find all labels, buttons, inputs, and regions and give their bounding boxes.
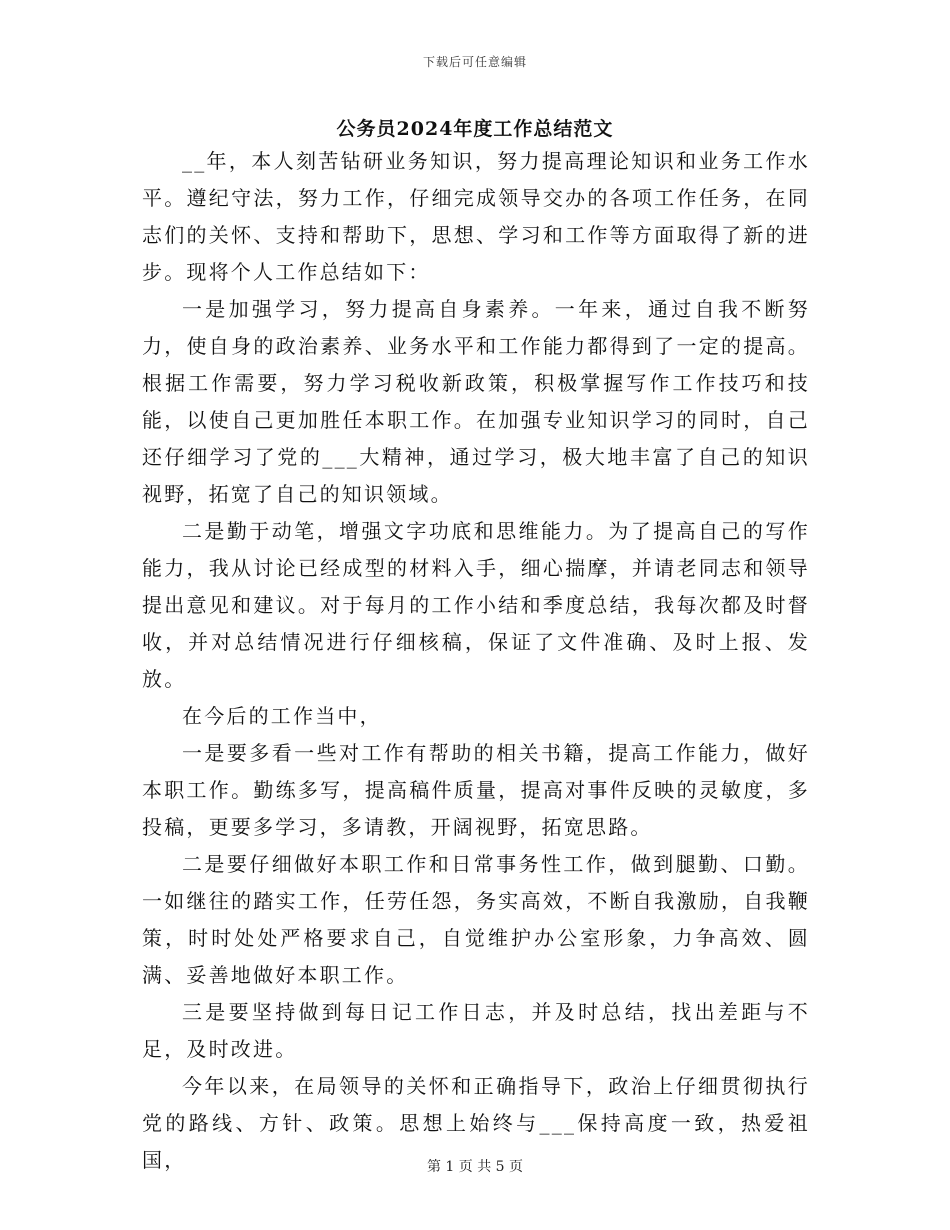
paragraph: 今年以来，在局领导的关怀和正确指导下，政治上仔细贯彻执行党的路线、方针、政策。思想上始终与___保持高度一致，热爱祖国，	[142, 1074, 810, 1172]
document-title: 公务员2024年度工作总结范文	[336, 118, 614, 140]
header-note: 下载后可任意编辑	[422, 55, 527, 69]
paragraph: 二是勤于动笔，增强文字功底和思维能力。为了提高自己的写作能力，我从讨论已经成型的材料入手，细心揣摩，并请老同志和领导提出意见和建议。对于每月的工作小结和季度总结，我每次都及时督收，并对总结情况进行仔细核稿，保证了文件准确、及时上报、发放。	[142, 519, 810, 691]
page-number: 第 1 页 共 5 页	[426, 1159, 524, 1175]
paragraph: __年，本人刻苦钻研业务知识，努力提高理论知识和业务工作水平。遵纪守法，努力工作，仔细完成领导交办的各项工作任务，在同志们的关怀、支持和帮助下，思想、学习和工作等方面取得了新的进步。现将个人工作总结如下：	[142, 149, 810, 284]
paragraph: 一是要多看一些对工作有帮助的相关书籍，提高工作能力，做好本职工作。勤练多写，提高稿件质量，提高对事件反映的灵敏度，多投稿，更要多学习，多请教，开阔视野，拓宽思路。	[142, 741, 810, 839]
document-body	[142, 143, 810, 1179]
paragraph: 一是加强学习，努力提高自身素养。一年来，通过自我不断努力，使自身的政治素养、业务水平和工作能力都得到了一定的提高。根据工作需要，努力学习税收新政策，积极掌握写作工作技巧和技能，以使自己更加胜任本职工作。在加强专业知识学习的同时，自己还仔细学习了党的___大精神，通过学习，极大地丰富了自己的知识视野，拓宽了自己的知识领域。	[142, 297, 810, 506]
paragraph: 在今后的工作当中，	[182, 704, 382, 728]
paragraph: 三是要坚持做到每日记工作日志，并及时总结，找出差距与不足，及时改进。	[142, 1000, 810, 1061]
paragraph: 二是要仔细做好本职工作和日常事务性工作，做到腿勤、口勤。一如继往的踏实工作，任劳任怨，务实高效，不断自我激励，自我鞭策，时时处处严格要求自己，自觉维护办公室形象，力争高效、圆满、妥善地做好本职工作。	[142, 852, 810, 987]
